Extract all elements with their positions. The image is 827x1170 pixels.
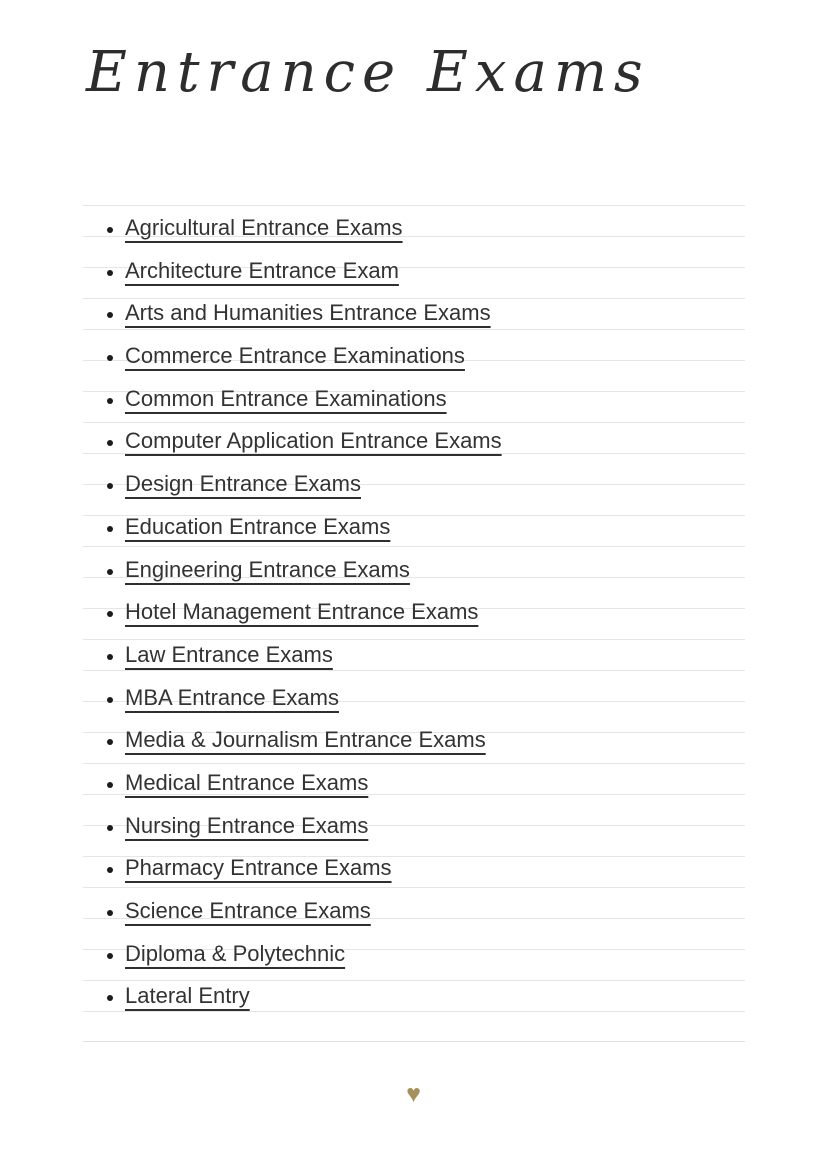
list-item xyxy=(125,292,745,335)
list-item xyxy=(125,335,745,378)
list-item xyxy=(125,549,745,592)
exam-link[interactable]: Law Entrance Exams xyxy=(125,641,333,667)
list-item xyxy=(125,463,745,506)
exam-link[interactable]: Design Entrance Exams xyxy=(125,471,361,497)
list-item xyxy=(125,933,745,976)
exam-link[interactable]: Computer Application Entrance Exams xyxy=(125,428,502,454)
page-title: Entrance Exams xyxy=(86,40,650,105)
exam-link[interactable]: Education Entrance Exams xyxy=(125,513,391,539)
entrance-exams-list xyxy=(83,205,745,1018)
entrance-exams-list-panel xyxy=(83,205,745,1042)
list-item xyxy=(125,207,745,250)
exam-link[interactable]: Media & Journalism Entrance Exams xyxy=(125,727,486,753)
exam-link[interactable]: Pharmacy Entrance Exams xyxy=(125,855,392,881)
list-item xyxy=(125,378,745,421)
list-item xyxy=(125,591,745,634)
list-item xyxy=(125,677,745,720)
exam-link[interactable]: Medical Entrance Exams xyxy=(125,769,369,795)
exam-link[interactable]: Science Entrance Exams xyxy=(125,898,371,923)
list-item xyxy=(125,420,745,463)
exam-link[interactable]: Lateral Entry xyxy=(125,983,250,1009)
list-item xyxy=(125,805,745,848)
exam-link[interactable]: MBA Entrance Exams xyxy=(125,684,339,710)
exam-link[interactable]: Commerce Entrance Examinations xyxy=(125,343,465,369)
list-item xyxy=(125,719,745,762)
list-item xyxy=(125,847,745,890)
exam-link[interactable]: Arts and Humanities Entrance Exams xyxy=(125,300,491,326)
list-item xyxy=(125,250,745,293)
exam-link[interactable]: Engineering Entrance Exams xyxy=(125,556,410,582)
exam-link[interactable]: Diploma & Polytechnic xyxy=(125,940,346,966)
list-item xyxy=(125,506,745,549)
exam-link[interactable]: Hotel Management Entrance Exams xyxy=(125,599,479,625)
exam-link[interactable]: Nursing Entrance Exams xyxy=(125,812,369,838)
list-item xyxy=(125,975,745,1018)
heart-icon: ♥ xyxy=(406,1080,421,1108)
footer-divider xyxy=(0,1082,827,1107)
exam-link[interactable]: Architecture Entrance Exam xyxy=(125,257,399,283)
list-item xyxy=(125,890,745,933)
exam-link[interactable]: Common Entrance Examinations xyxy=(125,385,447,411)
list-item xyxy=(125,634,745,677)
exam-link[interactable]: Agricultural Entrance Exams xyxy=(125,215,403,240)
list-item xyxy=(125,762,745,805)
